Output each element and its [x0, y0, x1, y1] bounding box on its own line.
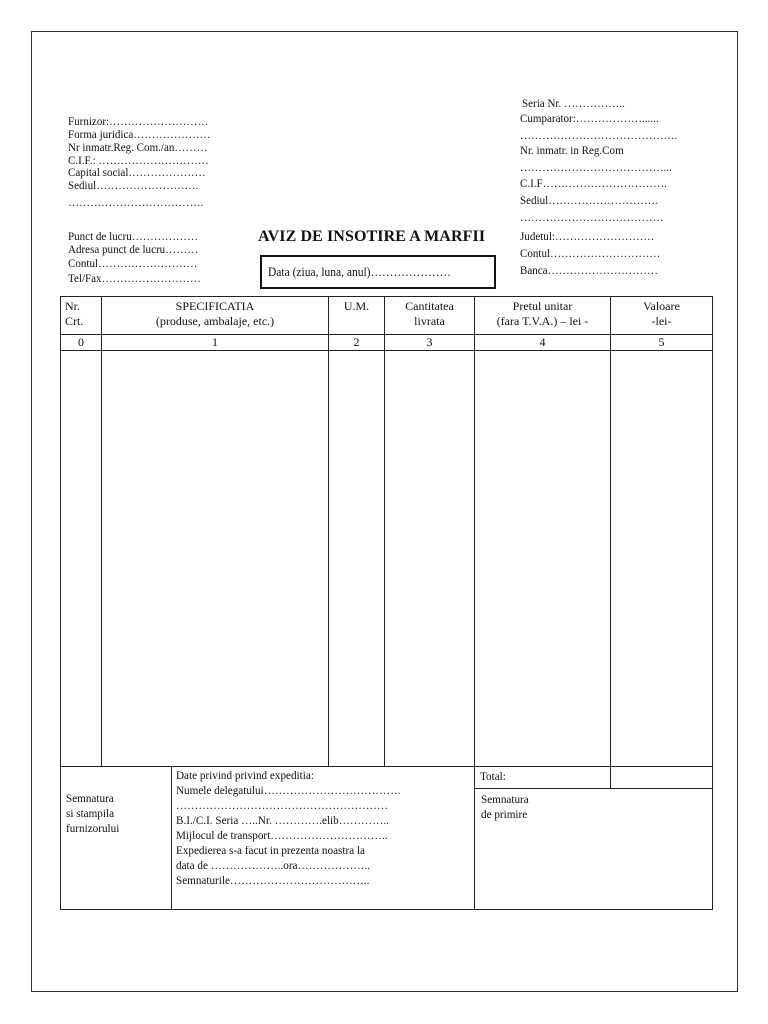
shipment-date-time: data de ………………..ora……………….. — [176, 858, 371, 872]
table-bottom-border — [60, 909, 713, 910]
table-top-border — [60, 296, 713, 297]
date-box — [260, 255, 496, 289]
supplier-tel-fax-field: Tel/Fax……………………… — [68, 271, 201, 285]
buyer-dots-line-2: …………………………………... — [520, 160, 672, 174]
buyer-banca-field: Banca………………………… — [520, 263, 658, 277]
document-title: AVIZ DE INSOTIRE A MARFII — [258, 228, 486, 245]
header-um — [329, 299, 384, 314]
receipt-signature-label — [481, 792, 529, 822]
supplier-signature-line-3: furnizorului — [66, 821, 120, 835]
col-divider-3 — [384, 296, 385, 767]
buyer-cumparator-field: Cumparator:………………...... — [520, 111, 659, 125]
col-number-1: 1 — [212, 335, 218, 349]
shipment-heading: Date privind privind expeditia: — [176, 768, 314, 782]
header-nr-label: Nr. — [65, 299, 80, 313]
receipt-signature-line-2: de primire — [481, 807, 528, 821]
receipt-signature-line-1: Semnatura — [481, 792, 529, 806]
header-valoare-label: Valoare — [643, 299, 680, 313]
header-cantitatea — [385, 299, 474, 329]
buyer-dots-line-3: ………………………………… — [520, 210, 664, 224]
supplier-sediul-field: Sediul………………………. — [68, 178, 199, 192]
col-divider-5 — [610, 296, 611, 789]
header-specificatia-sublabel: (produse, ambalaje, etc.) — [155, 314, 275, 328]
supplier-capital-social-field: Capital social………………… — [68, 165, 206, 179]
supplier-cif-field: C.I.F.: ………………………… — [68, 153, 209, 167]
header-crt-label: Crt. — [65, 314, 84, 328]
buyer-judetul-field: Judetul:……………………… — [520, 229, 655, 243]
buyer-nr-inmatr-field: Nr. inmatr. in Reg.Com — [520, 143, 624, 157]
supplier-punct-de-lucru-field: Punct de lucru……………… — [68, 229, 199, 243]
supplier-signature-line-1: Semnatura — [66, 791, 114, 805]
header-cantitatea-label: Cantitatea — [405, 299, 454, 313]
header-pretul-label: Pretul unitar — [512, 299, 573, 313]
buyer-contul-field: Contul………………………… — [520, 246, 661, 260]
header-pretul-sublabel: (fara T.V.A.) – lei - — [496, 314, 589, 328]
buyer-sediul-field: Sediul………………………… — [520, 193, 659, 207]
shipment-presence: Expedierea s-a facut in prezenta noastra la — [176, 843, 366, 857]
col-divider-2 — [328, 296, 329, 767]
total-label: Total: — [480, 769, 506, 783]
col-number-2: 2 — [353, 335, 360, 349]
buyer-dots-line-1: ……………………………………. — [520, 128, 678, 142]
supplier-furnizor-field: Furnizor:……………………… — [68, 114, 209, 128]
header-valoare-sublabel: -lei- — [651, 314, 672, 328]
col-divider-1 — [101, 296, 102, 767]
table-body-bottom-line — [60, 766, 713, 767]
supplier-nr-inmatr-field: Nr inmatr.Reg. Com./an……… — [68, 140, 208, 154]
supplier-forma-juridica-field: Forma juridica………………… — [68, 127, 211, 141]
header-nr-crt — [61, 299, 101, 329]
shipment-details — [176, 768, 400, 888]
header-um-label: U.M. — [343, 299, 370, 313]
table-right-border — [712, 296, 713, 910]
shipment-signatures: Semnaturile……………………………….. — [176, 873, 370, 887]
col-divider-4 — [474, 296, 475, 910]
shipment-dots-line: ………………………………………………… — [176, 798, 389, 812]
supplier-adresa-punct-field: Adresa punct de lucru……… — [68, 242, 199, 256]
header-valoare — [611, 299, 712, 329]
shipment-delegate-name: Numele delegatului………………………………. — [176, 783, 401, 797]
footer-divider — [171, 766, 172, 910]
total-row-bottom-line — [474, 788, 713, 789]
shipment-id-document: B.I./C.I. Seria …..Nr. ………….elib………….. — [176, 813, 389, 827]
header-specificatia — [102, 299, 328, 329]
date-field: Data (ziua, luna, anul)………………… — [268, 265, 452, 279]
supplier-dots-line: ………………………………. — [68, 195, 204, 209]
col-number-0: 0 — [78, 335, 84, 349]
shipment-transport: Mijlocul de transport………………………….. — [176, 828, 388, 842]
supplier-signature-line-2: si stampila — [66, 806, 115, 820]
col-number-3: 3 — [426, 335, 433, 349]
col-number-5: 5 — [658, 335, 665, 349]
header-pretul-unitar — [475, 299, 610, 329]
buyer-seria-nr-field: Seria Nr. …………….. — [522, 96, 625, 110]
header-specificatia-label: SPECIFICATIA — [175, 299, 255, 313]
table-left-border — [60, 296, 61, 910]
col-number-4: 4 — [539, 335, 546, 349]
buyer-cif-field: C.I.F……………………………. — [520, 176, 667, 190]
table-numbers-bottom-line — [60, 350, 713, 351]
supplier-signature-label — [66, 791, 119, 836]
header-cantitatea-sublabel: livrata — [414, 314, 445, 328]
supplier-contul-field: Contul……………………… — [68, 256, 198, 270]
